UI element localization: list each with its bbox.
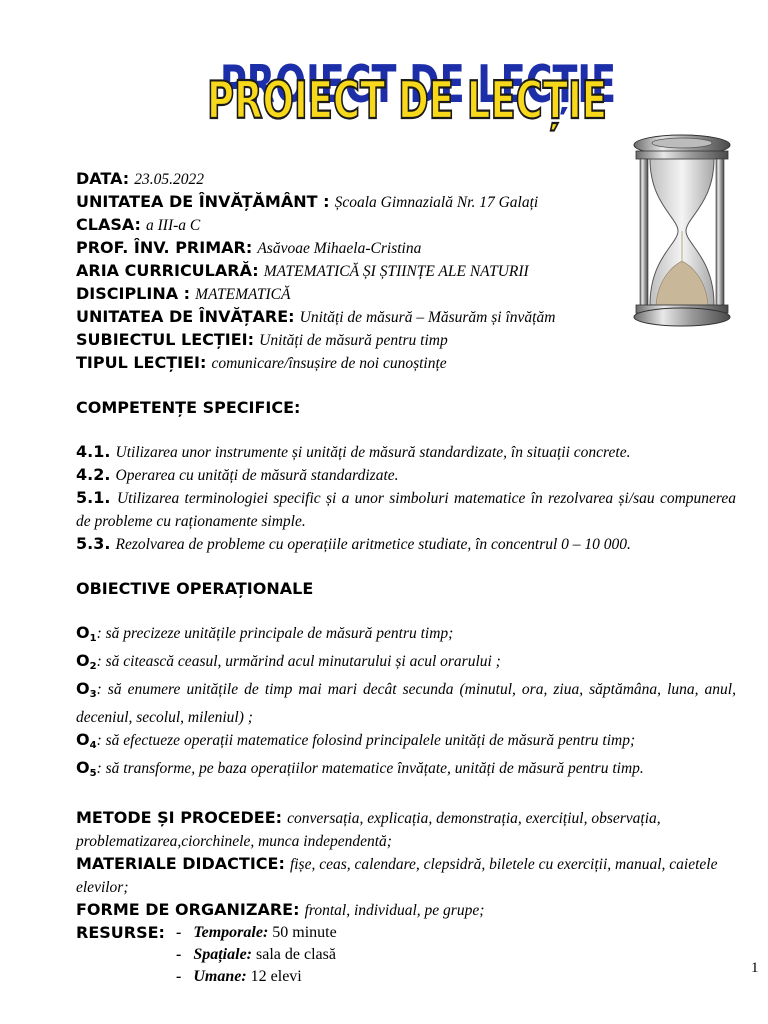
resurse-item-temporale — [176, 922, 337, 944]
field-value: 23.05.2022 — [134, 171, 205, 188]
obiectiv-subscript: 2 — [89, 661, 97, 672]
field-value: Asăvoae Mihaela-Cristina — [257, 240, 422, 257]
field-value: MATEMATICĂ ȘI ȘTIINȚE ALE NATURII — [263, 263, 529, 280]
resurse-value: 12 elevi — [250, 968, 302, 985]
field-subiectul — [76, 329, 736, 352]
metode-section — [76, 807, 736, 853]
field-value: a III-a C — [146, 217, 201, 234]
obiectiv-code: O — [76, 758, 90, 777]
competenta-code: 5.3. — [76, 534, 111, 553]
list-item — [76, 487, 736, 533]
competente-list — [76, 441, 736, 556]
obiectiv-subscript: 4 — [89, 740, 97, 751]
field-data — [76, 168, 736, 191]
resurse-name: Temporale: — [193, 924, 269, 941]
field-label: CLASA: — [76, 215, 141, 234]
list-item — [76, 650, 736, 678]
competenta-code: 4.2. — [76, 465, 111, 484]
list-item — [76, 729, 736, 757]
obiectiv-subscript: 5 — [89, 768, 97, 779]
forme-label: FORME DE ORGANIZARE: — [76, 900, 300, 919]
competenta-text: Utilizarea unor instrumente și unități de măsură standardizate, în situații concrete. — [115, 444, 631, 461]
obiectiv-text: : să transforme, pe baza operațiilor matematice învățate, unități de măsură pentru timp. — [96, 760, 644, 777]
resurse-item-spatiale — [176, 944, 336, 966]
competenta-text: Rezolvarea de probleme cu operațiile aritmetice studiate, în concentrul 0 – 10 000. — [115, 536, 631, 553]
field-unitatea-invatare — [76, 306, 736, 329]
title-text: PROIECT DE LECȚIE — [207, 71, 607, 131]
page-number: 1 — [751, 960, 759, 976]
metode-value: conversația, explicația, demonstrația, exercițiul, observația, problematizarea,ciorchinele, munca independentă; — [76, 810, 661, 850]
obiectiv-code: O — [76, 651, 90, 670]
metode-label: METODE ȘI PROCEDEE: — [76, 808, 283, 827]
field-aria-curriculara — [76, 260, 736, 283]
resurse-dash: - — [176, 946, 182, 963]
obiectiv-code: O — [76, 679, 90, 698]
field-prof — [76, 237, 736, 260]
field-disciplina — [76, 283, 736, 306]
obiectiv-text: : să enumere unitățile de timp mai mari decât secunda (minutul, ora, ziua, săptămâna, luna, anul, deceniul, secolul, mileniul) ; — [76, 681, 736, 726]
field-value: Unități de măsură – Măsurăm și învățăm — [299, 309, 556, 326]
lesson-content — [76, 168, 736, 988]
obiectiv-text: : să precizeze unitățile principale de măsură pentru timp; — [96, 625, 454, 642]
obiectiv-text: : să efectueze operații matematice folosind principalele unități de măsură pentru timp; — [96, 732, 636, 749]
resurse-label: RESURSE: — [76, 923, 165, 942]
forme-value: frontal, individual, pe grupe; — [304, 902, 485, 919]
competente-heading: COMPETENȚE SPECIFICE: — [76, 398, 301, 417]
obiectiv-code: O — [76, 623, 90, 642]
forme-section — [76, 899, 736, 922]
materiale-label: MATERIALE DIDACTICE: — [76, 854, 285, 873]
resurse-item-umane — [176, 966, 302, 988]
materiale-value: fișe, ceas, calendare, clepsidră, biletele cu exerciții, manual, caietele elevilor; — [76, 856, 718, 896]
resurse-name: Spațiale: — [193, 946, 252, 963]
materiale-section — [76, 853, 736, 899]
resurse-value: sala de clasă — [256, 946, 336, 963]
list-item — [76, 533, 736, 556]
field-label: ARIA CURRICULARĂ: — [76, 261, 259, 280]
header-fields — [76, 168, 736, 375]
resurse-dash: - — [176, 968, 182, 985]
field-value: MATEMATICĂ — [195, 286, 291, 303]
obiectiv-text: : să citească ceasul, urmărind acul minutarului și acul orarului ; — [96, 653, 501, 670]
field-label: PROF. ÎNV. PRIMAR: — [76, 238, 253, 257]
obiective-list — [76, 622, 736, 785]
field-label: TIPUL LECȚIEI: — [76, 353, 207, 372]
competenta-code: 5.1. — [76, 488, 111, 507]
obiectiv-subscript: 3 — [89, 689, 97, 700]
resurse-name: Umane: — [193, 968, 247, 985]
list-item — [76, 441, 736, 464]
competenta-code: 4.1. — [76, 442, 111, 461]
resurse-section — [76, 922, 736, 988]
document-title — [200, 30, 620, 135]
obiective-heading: OBIECTIVE OPERAȚIONALE — [76, 579, 314, 598]
list-item — [76, 757, 736, 785]
obiectiv-code: O — [76, 730, 90, 749]
field-label: DATA: — [76, 169, 130, 188]
field-value: Unități de măsură pentru timp — [259, 332, 448, 349]
field-value: comunicare/însușire de noi cunoștințe — [211, 355, 447, 372]
field-clasa — [76, 214, 736, 237]
field-label: UNITATEA DE ÎNVĂȚARE: — [76, 307, 295, 326]
field-label: UNITATEA DE ÎNVĂȚĂMÂNT : — [76, 192, 330, 211]
field-label: DISCIPLINA : — [76, 284, 191, 303]
field-unitatea-invatamant — [76, 191, 736, 214]
resurse-value: 50 minute — [272, 924, 337, 941]
field-tipul — [76, 352, 736, 375]
field-label: SUBIECTUL LECȚIEI: — [76, 330, 255, 349]
obiectiv-subscript: 1 — [89, 633, 97, 644]
field-value: Școala Gimnazială Nr. 17 Galați — [334, 194, 539, 211]
resurse-dash: - — [176, 924, 182, 941]
list-item — [76, 464, 736, 487]
list-item — [76, 678, 736, 729]
list-item — [76, 622, 736, 650]
title-shadow: PROIECT DE LECȚIE — [220, 55, 616, 115]
competenta-text: Utilizarea terminologiei specific și a unor simboluri matematice în rezolvarea și/sau compunerea de probleme cu raționamente simple. — [76, 490, 736, 530]
competenta-text: Operarea cu unități de măsură standardizate. — [115, 467, 399, 484]
